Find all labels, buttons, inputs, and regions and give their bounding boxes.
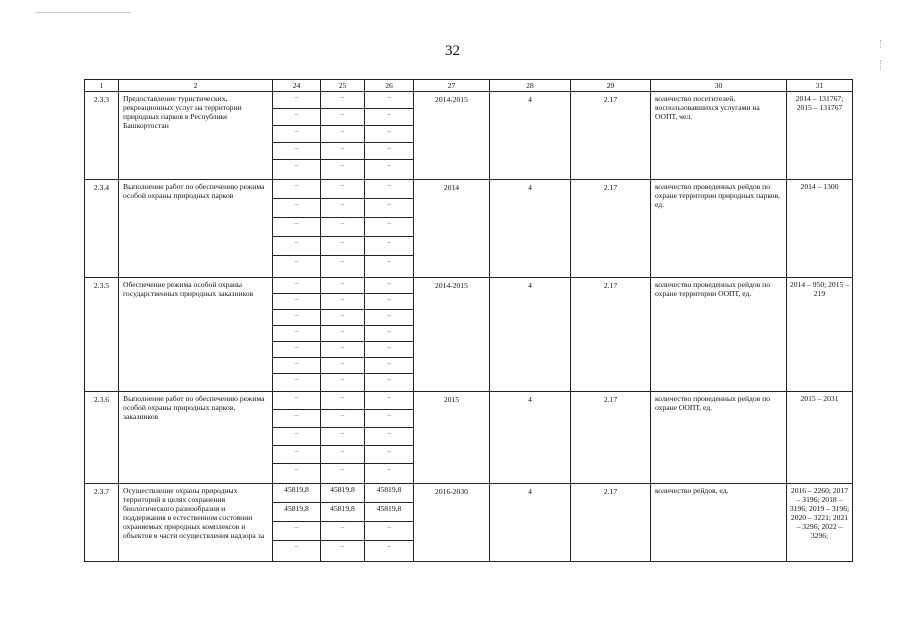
indicator-value-cell: 2015 – 2031 bbox=[787, 392, 853, 484]
financing-dash: – bbox=[387, 257, 391, 265]
measures-table bbox=[84, 79, 853, 562]
financing-dash: – bbox=[321, 126, 364, 143]
indicator-value-cell: 2014 – 1300 bbox=[787, 180, 853, 278]
table-row bbox=[85, 278, 853, 392]
financing-dash: – bbox=[321, 428, 364, 446]
financing-dash: – bbox=[340, 161, 345, 169]
financing-cell-26 bbox=[365, 392, 414, 484]
measure-name: Обеспечение режима особой охраны государственных природных заказников bbox=[119, 278, 273, 392]
indicator-cell: количество рейдов, ед. bbox=[651, 484, 787, 562]
financing-dash: – bbox=[365, 410, 413, 428]
financing-cell-24 bbox=[273, 484, 321, 562]
financing-cell-26 bbox=[365, 92, 414, 180]
financing-dash: – bbox=[340, 375, 345, 383]
table-row bbox=[85, 392, 853, 484]
row-number: 2.3.5 bbox=[85, 278, 119, 392]
financing-cell-26 bbox=[365, 278, 414, 392]
column-29-cell: 2.17 bbox=[571, 92, 651, 180]
financing-dash: – bbox=[294, 257, 299, 265]
header-cell: 24 bbox=[273, 80, 321, 92]
financing-dash: – bbox=[387, 542, 391, 550]
header-cell: 27 bbox=[414, 80, 490, 92]
financing-dash: – bbox=[365, 358, 413, 374]
indicator-value-cell: 2014 – 131767; 2015 – 131767 bbox=[787, 92, 853, 180]
row-number: 2.3.6 bbox=[85, 392, 119, 484]
indicator-value-cell: 2016 – 2260; 2017 – 3196; 2018 – 3196; 2019 – 3196; 2020 – 3221; 2021 – 3296; 2022 – 3296; bbox=[787, 484, 853, 562]
financing-cell-24 bbox=[273, 392, 321, 484]
financing-value: 45819,8 bbox=[365, 503, 413, 522]
financing-dash: – bbox=[387, 465, 391, 473]
measure-name: Выполнение работ по обеспечению режима особой охраны природных парков bbox=[119, 180, 273, 278]
financing-cell-25 bbox=[321, 92, 365, 180]
financing-dash: – bbox=[321, 522, 364, 541]
financing-dash: – bbox=[321, 392, 364, 410]
financing-dash: – bbox=[321, 180, 364, 199]
financing-dash: – bbox=[294, 542, 299, 550]
financing-value: 45819,8 bbox=[273, 484, 320, 503]
measure-name: Осуществление охраны природных территорий в целях сохранения биологического разнообразия и поддержания в естественном состоянии охраняемых природных комплексов и объектов в части осуществления надзора за bbox=[119, 484, 273, 562]
financing-dash: – bbox=[321, 278, 364, 294]
table-row bbox=[85, 92, 853, 180]
financing-dash: – bbox=[294, 375, 299, 383]
financing-cell-24 bbox=[273, 180, 321, 278]
financing-dash: – bbox=[273, 278, 320, 294]
measure-name: Выполнение работ по обеспечению режима особой охраны природных парков, заказников bbox=[119, 392, 273, 484]
financing-cell-26 bbox=[365, 180, 414, 278]
table-row bbox=[85, 180, 853, 278]
column-28-cell: 4 bbox=[490, 180, 571, 278]
financing-dash: – bbox=[321, 310, 364, 326]
financing-dash: – bbox=[321, 326, 364, 342]
financing-value: 45819,8 bbox=[273, 503, 320, 522]
financing-dash: – bbox=[273, 326, 320, 342]
financing-value: 45819,8 bbox=[321, 503, 364, 522]
years-cell: 2016-2030 bbox=[414, 484, 490, 562]
financing-cell-25 bbox=[321, 484, 365, 562]
financing-dash: – bbox=[321, 446, 364, 464]
financing-dash: – bbox=[273, 428, 320, 446]
row-number: 2.3.4 bbox=[85, 180, 119, 278]
financing-dash: – bbox=[387, 161, 391, 169]
column-29-cell: 2.17 bbox=[571, 278, 651, 392]
financing-dash: – bbox=[365, 342, 413, 358]
financing-dash: – bbox=[365, 109, 413, 126]
financing-dash: – bbox=[365, 143, 413, 160]
header-cell: 2 bbox=[119, 80, 273, 92]
financing-dash: – bbox=[273, 310, 320, 326]
financing-dash: – bbox=[273, 143, 320, 160]
header-cell: 28 bbox=[490, 80, 571, 92]
financing-dash: – bbox=[321, 237, 364, 256]
financing-dash: – bbox=[365, 522, 413, 541]
header-cell: 29 bbox=[571, 80, 651, 92]
column-28-cell: 4 bbox=[490, 278, 571, 392]
indicator-cell: количество проведенных рейдов по охране ООПТ, ед. bbox=[651, 392, 787, 484]
header-cell: 31 bbox=[787, 80, 853, 92]
row-number: 2.3.3 bbox=[85, 92, 119, 180]
financing-dash: – bbox=[365, 294, 413, 310]
financing-dash: – bbox=[365, 237, 413, 256]
financing-dash: – bbox=[294, 465, 299, 473]
financing-dash: – bbox=[365, 310, 413, 326]
indicator-cell: количество проведенных рейдов по охране территории ООПТ, ед. bbox=[651, 278, 787, 392]
indicator-cell: количество посетителей, воспользовавшихся услугами на ООПТ, чел. bbox=[651, 92, 787, 180]
financing-dash: – bbox=[321, 342, 364, 358]
financing-dash: – bbox=[365, 180, 413, 199]
header-cell: 1 bbox=[85, 80, 119, 92]
years-cell: 2015 bbox=[414, 392, 490, 484]
financing-dash: – bbox=[321, 358, 364, 374]
column-28-cell: 4 bbox=[490, 484, 571, 562]
financing-cell-25 bbox=[321, 180, 365, 278]
financing-dash: – bbox=[273, 237, 320, 256]
table-row bbox=[85, 484, 853, 562]
financing-dash: – bbox=[365, 278, 413, 294]
edge-mark bbox=[880, 40, 881, 48]
financing-dash: – bbox=[273, 522, 320, 541]
financing-dash: – bbox=[340, 257, 345, 265]
financing-dash: – bbox=[365, 392, 413, 410]
financing-dash: – bbox=[365, 326, 413, 342]
financing-dash: – bbox=[321, 92, 364, 109]
financing-dash: – bbox=[365, 199, 413, 218]
row-number: 2.3.7 bbox=[85, 484, 119, 562]
page-number: 32 bbox=[445, 43, 460, 59]
financing-dash: – bbox=[273, 342, 320, 358]
financing-dash: – bbox=[365, 218, 413, 237]
header-cell: 26 bbox=[365, 80, 414, 92]
years-cell: 2014 bbox=[414, 180, 490, 278]
measure-name: Предоставление туристических, рекреационных услуг на территории природных парков в Республике Башкортостан bbox=[119, 92, 273, 180]
financing-dash: – bbox=[273, 109, 320, 126]
header-row bbox=[85, 80, 853, 92]
column-29-cell: 2.17 bbox=[571, 484, 651, 562]
years-cell: 2014-2015 bbox=[414, 278, 490, 392]
financing-dash: – bbox=[387, 375, 391, 383]
financing-dash: – bbox=[321, 410, 364, 428]
financing-dash: – bbox=[273, 199, 320, 218]
financing-dash: – bbox=[340, 465, 345, 473]
financing-dash: – bbox=[273, 294, 320, 310]
top-scan-line bbox=[36, 12, 130, 13]
column-28-cell: 4 bbox=[490, 392, 571, 484]
financing-dash: – bbox=[321, 109, 364, 126]
financing-dash: – bbox=[273, 218, 320, 237]
financing-cell-24 bbox=[273, 92, 321, 180]
financing-dash: – bbox=[273, 180, 320, 199]
financing-cell-26 bbox=[365, 484, 414, 562]
indicator-value-cell: 2014 – 950; 2015 – 219 bbox=[787, 278, 853, 392]
financing-dash: – bbox=[294, 161, 299, 169]
header-cell: 30 bbox=[651, 80, 787, 92]
financing-dash: – bbox=[365, 446, 413, 464]
financing-dash: – bbox=[273, 446, 320, 464]
financing-cell-24 bbox=[273, 278, 321, 392]
financing-dash: – bbox=[273, 410, 320, 428]
financing-dash: – bbox=[365, 92, 413, 109]
financing-dash: – bbox=[273, 92, 320, 109]
financing-value: 45819,8 bbox=[321, 484, 364, 503]
financing-dash: – bbox=[273, 358, 320, 374]
financing-dash: – bbox=[340, 542, 345, 550]
financing-dash: – bbox=[321, 294, 364, 310]
financing-value: 45819,8 bbox=[365, 484, 413, 503]
financing-dash: – bbox=[321, 143, 364, 160]
financing-dash: – bbox=[273, 392, 320, 410]
header-cell: 25 bbox=[321, 80, 365, 92]
financing-dash: – bbox=[321, 218, 364, 237]
financing-dash: – bbox=[365, 126, 413, 143]
financing-dash: – bbox=[273, 126, 320, 143]
column-28-cell: 4 bbox=[490, 92, 571, 180]
financing-dash: – bbox=[365, 428, 413, 446]
years-cell: 2014-2015 bbox=[414, 92, 490, 180]
column-29-cell: 2.17 bbox=[571, 180, 651, 278]
financing-cell-25 bbox=[321, 278, 365, 392]
financing-dash: – bbox=[321, 199, 364, 218]
edge-mark bbox=[880, 60, 881, 70]
indicator-cell: количество проведенных рейдов по охране территории природных парков, ед. bbox=[651, 180, 787, 278]
column-29-cell: 2.17 bbox=[571, 392, 651, 484]
financing-cell-25 bbox=[321, 392, 365, 484]
